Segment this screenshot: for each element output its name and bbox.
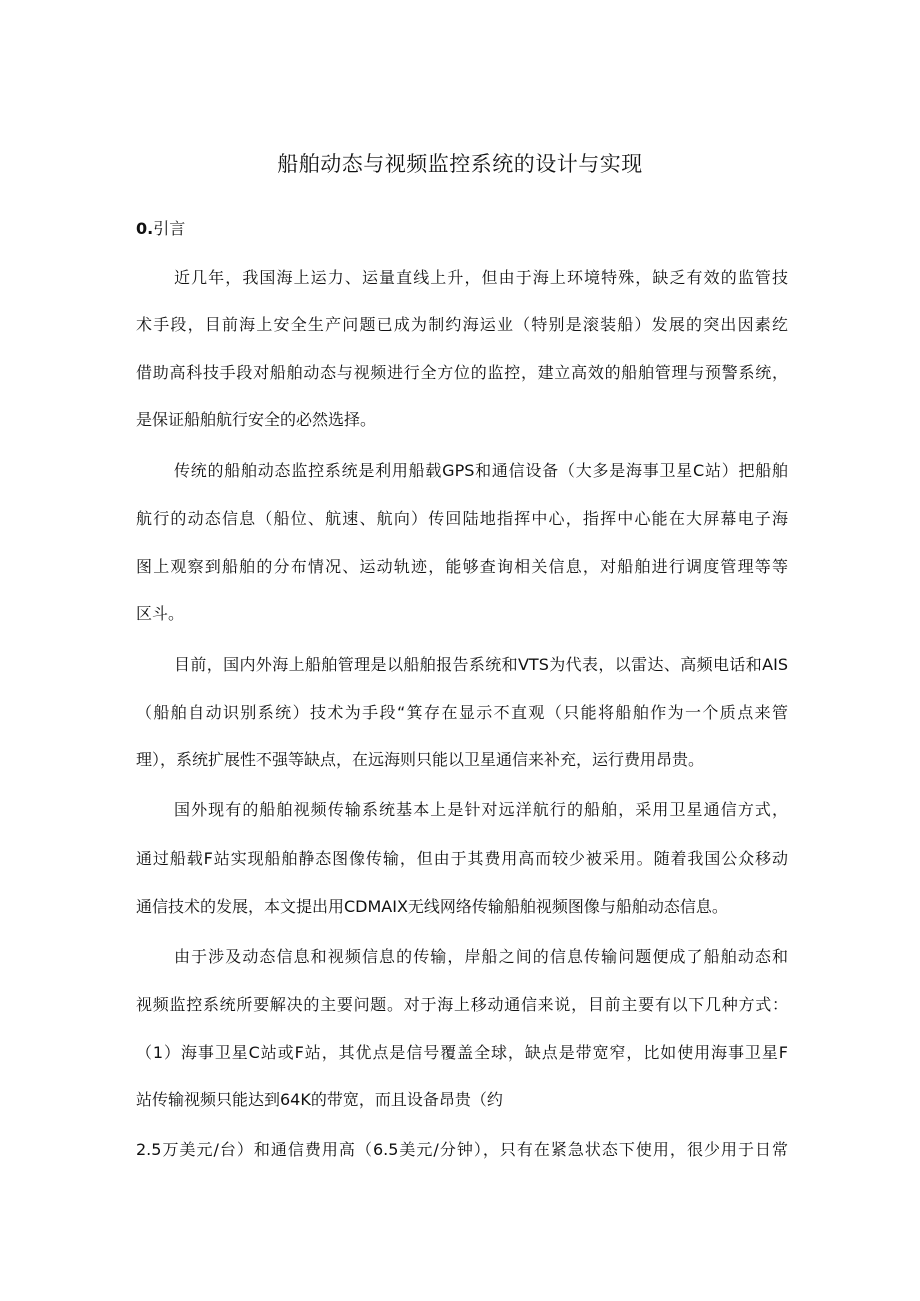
text-line: 是保证船舶航行安全的必然选择。 [136,410,377,429]
text-line: 通过船载F站实现船舶静态图像传输，但由于其费用高而较少被采用。随着我国公众移动 [136,849,788,868]
text-line: 2.5万美元/台）和通信费用高（6.5美元/分钟），只有在紧急状态下使用，很少用于日常 [136,1140,788,1159]
section-number: 0. [136,219,154,238]
text-line: 站传输视频只能达到64K的带宽，而且设备昂贵（约 [136,1090,503,1109]
document-title: 船舶动态与视频监控系统的设计与实现 [277,152,643,176]
text-line: 借助高科技手段对船舶动态与视频进行全方位的监控，建立高效的船舶管理与预警系统， [136,363,788,382]
section-title: 引言 [153,219,186,238]
text-line: 目前，国内外海上船舶管理是以船舶报告系统和VTS为代表，以雷达、高频电话和AIS [174,655,788,674]
text-line: 区斗。 [136,604,185,623]
text-line: 由于涉及动态信息和视频信息的传输，岸船之间的信息传输问题便成了船舶动态和 [174,947,788,966]
text-line: 近几年，我国海上运力、运量直线上升，但由于海上环境特殊，缺乏有效的监管技 [174,268,788,287]
text-line: 国外现有的船舶视频传输系统基本上是针对远洋航行的船舶，采用卫星通信方式， [174,800,788,819]
section-heading [136,215,185,243]
text-line: 术手段，目前海上安全生产问题已成为制约海运业（特别是滚装船）发展的突出因素纥 [136,315,788,334]
text-line: 传统的船舶动态监控系统是利用船载GPS和通信设备（大多是海事卫星C站）把船舶 [174,461,788,480]
text-line: （1）海事卫星C站或F站，其优点是信号覆盖全球，缺点是带宽窄，比如使用海事卫星F [136,1043,788,1062]
text-line: 理），系统扩展性不强等缺点，在远海则只能以卫星通信来补充，运行费用昂贵。 [136,750,705,769]
text-line: 视频监控系统所要解决的主要问题。对于海上移动通信来说，目前主要有以下几种方式： [136,995,788,1014]
text-line: 图上观察到船舶的分布情况、运动轨迹，能够查询相关信息，对船舶进行调度管理等等 [136,557,788,576]
text-line: 通信技术的发展，本文提出用CDMAIX无线网络传输船舶视频图像与船舶动态信息。 [136,897,728,916]
text-line: （船舶自动识别系统）技术为手段“箕存在显示不直观（只能将船舶作为一个质点来管 [136,703,788,722]
text-line: 航行的动态信息（船位、航速、航向）传回陆地指挥中心，指挥中心能在大屏幕电子海 [136,509,788,528]
